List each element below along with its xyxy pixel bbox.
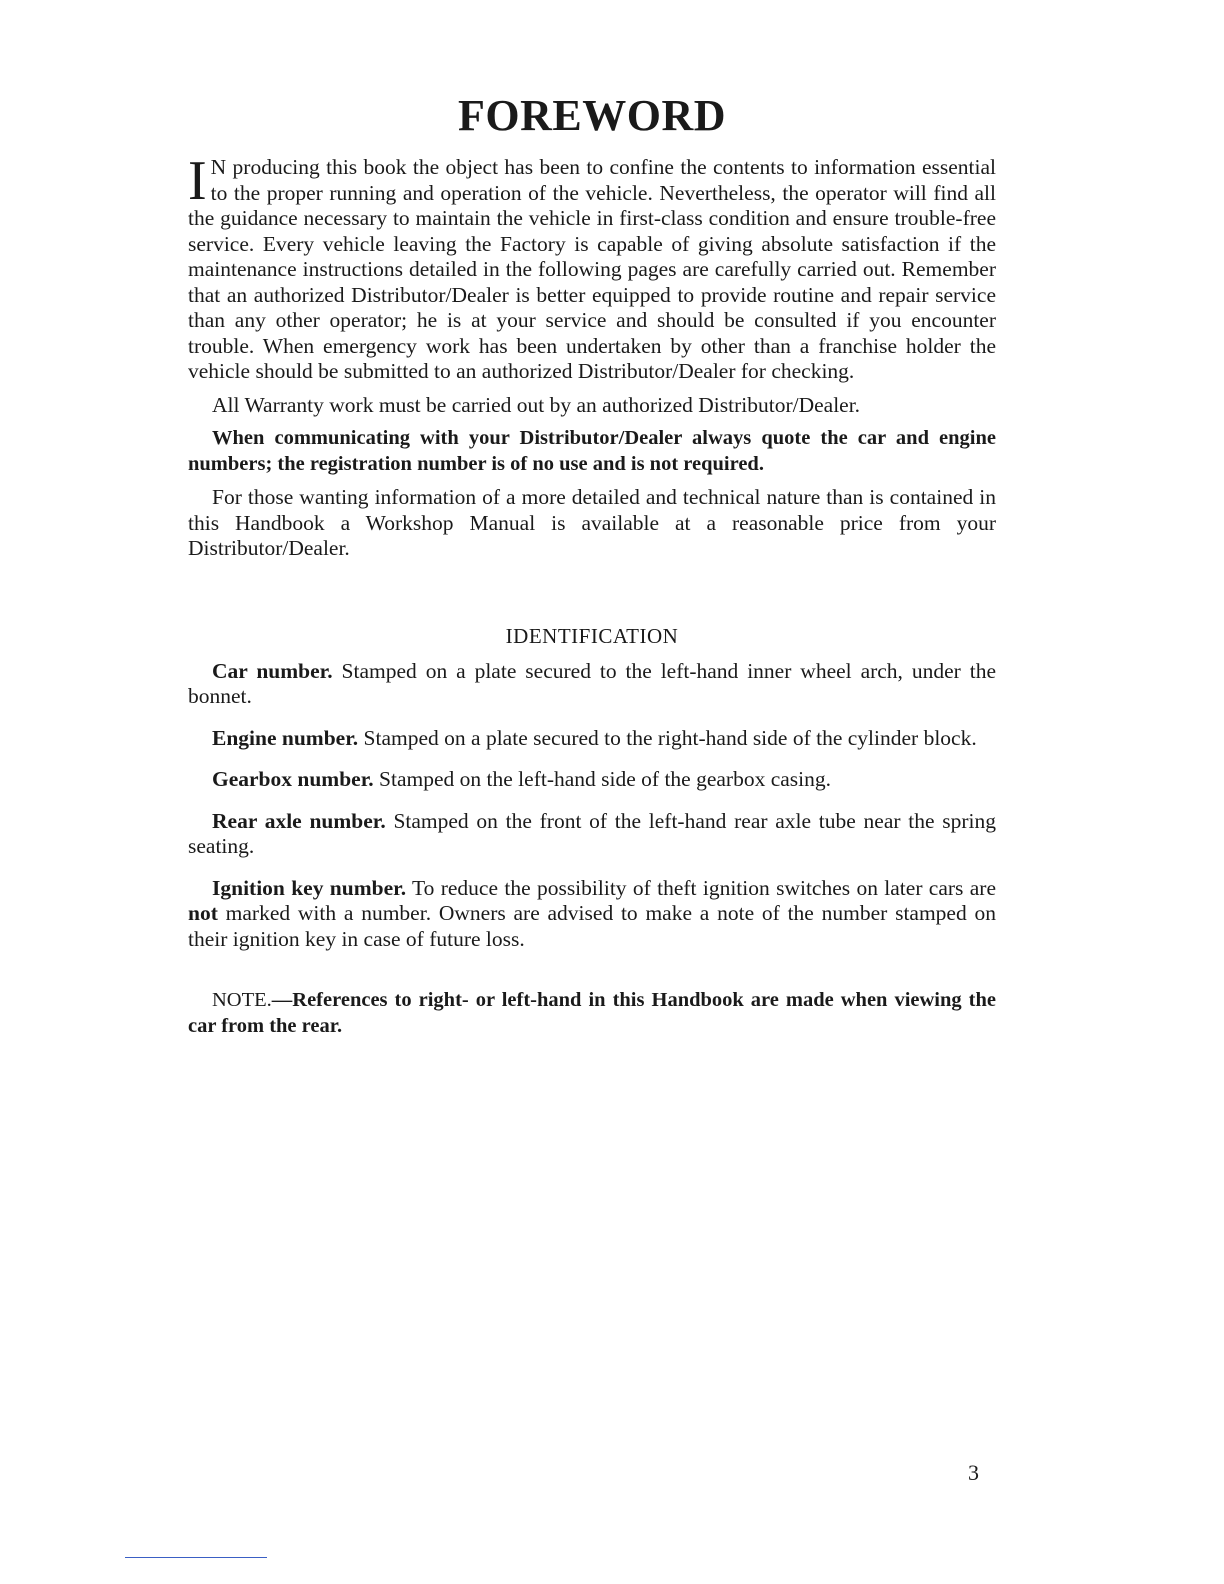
id-text: Stamped on the front of the left-hand rear axle tube near the spring seating.: [188, 808, 996, 858]
id-text: marked with a number. Owners are advised to make a note of the number stamped on their ignition key in case of future loss.: [188, 901, 996, 951]
id-label: Engine number.: [212, 725, 359, 750]
id-emphasis: not: [188, 901, 218, 925]
page-title: FOREWORD: [458, 91, 726, 140]
id-entry-engine: [188, 726, 996, 752]
id-text: Stamped on a plate secured to the left-hand inner wheel arch, under the bonnet.: [188, 658, 996, 708]
id-entry-ignition: [188, 876, 996, 953]
id-entry-rear-axle: [188, 809, 996, 860]
drop-cap: I: [188, 150, 207, 212]
id-label: Ignition key number.: [212, 875, 407, 900]
id-label: Rear axle number.: [212, 808, 386, 833]
warranty-paragraph: All Warranty work must be carried out by an authorized Distributor/Dealer.: [212, 392, 861, 417]
id-entry-gearbox: [188, 767, 996, 793]
identification-heading: IDENTIFICATION: [505, 623, 679, 648]
id-text: Stamped on the left-hand side of the gearbox casing.: [373, 767, 832, 791]
id-label: Car number.: [212, 658, 333, 683]
page-number: 3: [968, 1460, 979, 1485]
identification-list: [188, 659, 996, 953]
note-text: —References to right- or left-hand in this Handbook are made when viewing the car from the rear.: [188, 989, 996, 1037]
note-label: NOTE.: [212, 989, 272, 1011]
intro-text: N producing this book the object has been to confine the contents to information essential to the proper running and operation of the vehicle. Nevertheless, the operator will find all the guidance necessary to maintain the vehicle in first-class condition and ensure trouble-free service. Every vehicle leaving the Factory is capable of giving absolute satisfaction if the maintenance instructions detailed in the following pages are carefully carried out. Remember that an authorized Distributor/Dealer is better equipped to provide routine and repair service than any other operator; he is at your service and should be consulted if you encounter trouble. When emergency work has been undertaken by other than a franchise holder the vehicle should be submitted to an authorized Distributor/Dealer for checking.: [188, 155, 996, 383]
id-label: Gearbox number.: [212, 767, 374, 791]
id-text: Stamped on a plate secured to the right-hand side of the cylinder block.: [358, 725, 977, 750]
id-text: To reduce the possibility of theft ignition switches on later cars are: [406, 875, 996, 900]
workshop-paragraph: For those wanting information of a more detailed and technical nature than is contained in this Handbook a Workshop Manual is available at a reasonable price from your Distributor/Dealer.: [188, 485, 996, 560]
intro-paragraph: [188, 150, 996, 385]
page-content: [188, 90, 996, 1039]
note-paragraph: [188, 988, 996, 1039]
id-entry-car: [188, 659, 996, 710]
communicating-paragraph: When communicating with your Distributor/Dealer always quote the car and engine numbers; the registration number is of no use and is not required.: [188, 427, 996, 475]
footer-rule: [125, 1557, 267, 1558]
